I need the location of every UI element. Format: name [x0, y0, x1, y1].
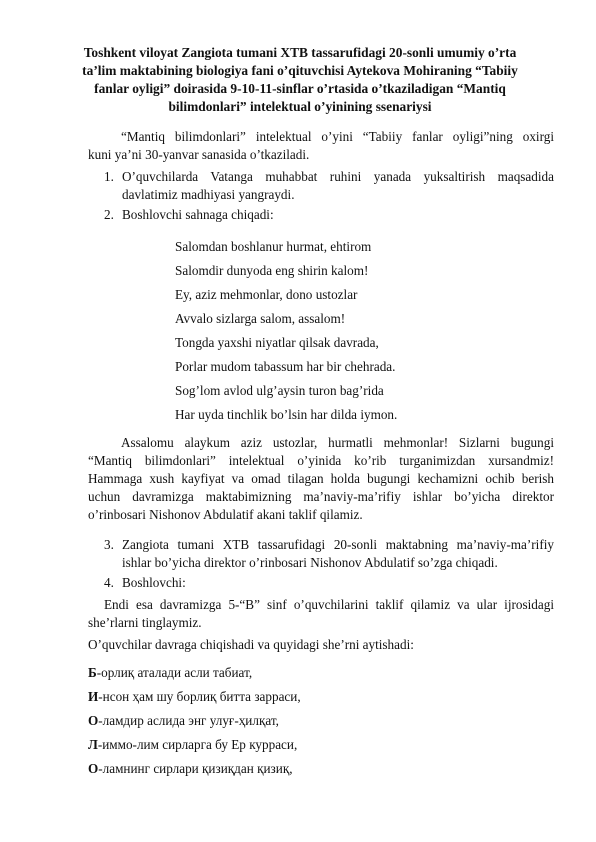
- intro-paragraph: [88, 128, 554, 146]
- acrostic-text: -ламдир аслида энг улуғ-ҳилқат,: [98, 713, 279, 728]
- poem-line: Porlar mudom tabassum har bir chehrada.: [175, 359, 396, 374]
- greeting-paragraph: [88, 434, 554, 524]
- acrostic-text: -орлиқ аталади асли табиат,: [96, 665, 253, 680]
- intro-paragraph-cont: [88, 146, 554, 164]
- title-line: Toshkent viloyat Zangiota tumani XTB tassarufidagi 20-sonli umumiy o’rta: [83, 45, 517, 60]
- acrostic-text: -нсон ҳам шу борлиқ битта зарраси,: [98, 689, 301, 704]
- list-item-line: O’quvchilarda Vatanga muhabbat ruhini yanada yuksaltirish maqsadida: [122, 169, 554, 184]
- list-item-3: [122, 536, 554, 572]
- title-line: ta’lim maktabining biologiya fani o’qituvchisi Aytekova Mohiraning “Tabiiy: [82, 63, 518, 78]
- list-item-line: Boshlovchi:: [122, 575, 186, 590]
- poem-line: Tongda yaxshi niyatlar qilsak davrada,: [175, 335, 379, 350]
- intro-line: kuni ya’ni 30-yanvar sanasida o’tkaziladi.: [88, 147, 310, 162]
- list-number: 2.: [104, 207, 114, 222]
- list-item-line: ishlar bo’yicha direktor o’rinbosari Nishonov Abdulatif so’zga chiqadi.: [122, 555, 498, 570]
- acrostic-text: -иммо-лим сирларга бу Ер курраси,: [97, 737, 298, 752]
- list-number: 3.: [104, 537, 114, 552]
- acrostic-letter: И: [88, 689, 99, 704]
- intro-line: “Mantiq bilimdonlari” intelektual o’yini “Tabiiy fanlar oyligi”ning oxirgi: [121, 129, 554, 144]
- poem-line: Har uyda tinchlik bo’lsin har dilda iymon.: [175, 407, 398, 422]
- invite-line: she’rlarni tinglaymiz.: [88, 615, 202, 630]
- acrostic-line: [88, 712, 279, 730]
- acrostic-text: -ламнинг сирлари қизиқдан қизиқ,: [98, 761, 293, 776]
- poem-line: Sog’lom avlod ulg’aysin turon bag’rida: [175, 383, 384, 398]
- list-item-line: davlatimiz madhiyasi yangraydi.: [122, 187, 295, 202]
- invite-line: Endi esa davramizga 5-“B” sinf o’quvchilarini taklif qilamiz va ular ijrosidagi: [104, 597, 554, 612]
- list-number: 4.: [104, 575, 114, 590]
- list-item-4: [122, 574, 554, 592]
- title-line: fanlar oyligi” doirasida 9-10-11-sinflar o’rtasida o’tkaziladigan “Mantiq: [94, 81, 506, 96]
- acrostic-letter: Л: [88, 737, 98, 752]
- list-item-1: [122, 168, 554, 204]
- poem-line: Salomdir dunyoda eng shirin kalom!: [175, 263, 369, 278]
- greeting-line: “Mantiq bilimdonlari” intelektual o’yinida ko’rib turganimizdan xursandmiz!: [88, 453, 554, 468]
- acrostic-letter: Б: [88, 665, 97, 680]
- acrostic-line: [88, 760, 293, 778]
- recite-intro: [88, 636, 554, 654]
- acrostic-letter: О: [88, 713, 99, 728]
- acrostic-line: [88, 664, 252, 682]
- list-number: 1.: [104, 169, 114, 184]
- poem-line: Avvalo sizlarga salom, assalom!: [175, 311, 346, 326]
- greeting-line: Hammaga xush kayfiyat va omad tilagan holda bugungi kechamizni ochib berish: [88, 471, 554, 486]
- acrostic-line: [88, 688, 301, 706]
- greeting-line: o’rinbosari Nishonov Abdulatif akani taklif qilamiz.: [88, 507, 363, 522]
- title-line: bilimdonlari” intelektual o’yinining ssenariysi: [168, 99, 432, 114]
- list-item-2: [122, 206, 554, 224]
- document-title: [80, 44, 520, 116]
- poem-line: Salomdan boshlanur hurmat, ehtirom: [175, 239, 372, 254]
- list-item-line: Boshlovchi sahnaga chiqadi:: [122, 207, 274, 222]
- greeting-line: uchun davramizga maktabimizning ma’naviy-ma’rifiy ishlar bo’yicha direktor: [88, 489, 554, 504]
- acrostic-line: [88, 736, 297, 754]
- acrostic-letter: О: [88, 761, 99, 776]
- list-item-line: Zangiota tumani XTB tassarufidagi 20-sonli maktabning ma’naviy-ma’rifiy: [122, 537, 554, 552]
- poem-line: Ey, aziz mehmonlar, dono ustozlar: [175, 287, 358, 302]
- greeting-line: Assalomu alaykum aziz ustozlar, hurmatli mehmonlar! Sizlarni bugungi: [121, 435, 554, 450]
- invite-paragraph: [88, 596, 554, 632]
- recite-intro-line: O’quvchilar davraga chiqishadi va quyidagi she’rni aytishadi:: [88, 637, 414, 652]
